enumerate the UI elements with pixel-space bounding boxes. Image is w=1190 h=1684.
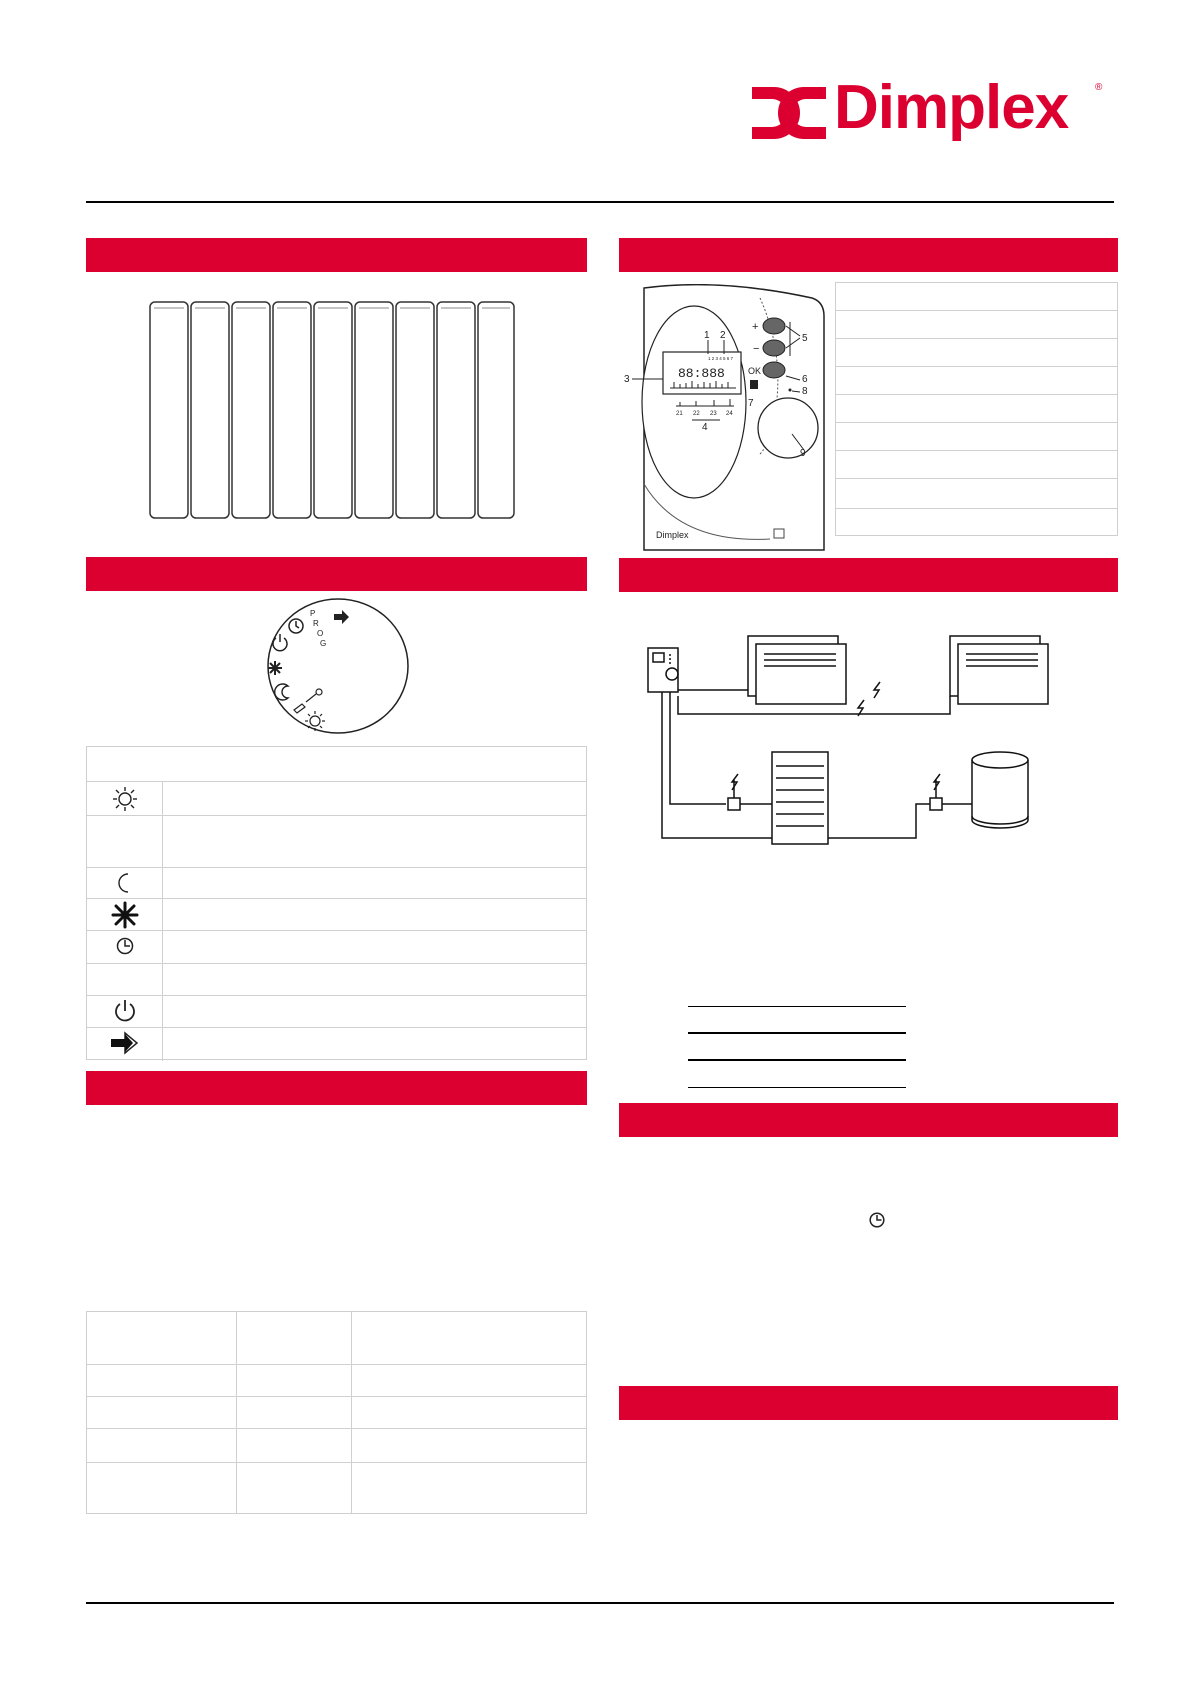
brand-name: Dimplex	[834, 73, 1069, 142]
minus-button-label: −	[753, 343, 760, 355]
section-header-bar	[86, 238, 587, 272]
scale-label-24: 24	[726, 411, 733, 417]
section-header-bar	[86, 1071, 587, 1105]
callout-3: 3	[624, 374, 630, 385]
prog-letter-g: G	[320, 639, 327, 648]
bottom-rule	[86, 1602, 1114, 1604]
controller-legend-table	[835, 282, 1118, 536]
prog-letter-p: P	[310, 609, 316, 618]
rule-line	[688, 1059, 906, 1061]
moon-icon	[114, 871, 136, 895]
mode-dial-illustration	[264, 596, 412, 736]
scale-label-21: 21	[676, 411, 683, 417]
controller-illustration	[620, 284, 830, 554]
section-header-bar	[619, 1386, 1118, 1420]
snowflake-icon	[268, 661, 282, 675]
scale-label-22: 22	[693, 411, 700, 417]
rule-line	[688, 1087, 906, 1088]
prog-letter-r: R	[313, 619, 319, 628]
top-rule	[86, 201, 1114, 203]
section-header-bar	[619, 1103, 1118, 1137]
clock-icon	[115, 936, 135, 956]
dimplex-logo-mark-icon	[748, 83, 830, 143]
callout-8: 8	[802, 386, 808, 397]
section-header-bar	[86, 557, 587, 591]
callout-9: 9	[800, 448, 806, 459]
settings-table	[86, 1311, 587, 1514]
sun-icon	[112, 786, 138, 812]
callout-5: 5	[802, 333, 808, 344]
ok-button-label: OK	[748, 366, 762, 376]
snowflake-icon	[111, 901, 139, 929]
section-header-bar	[619, 558, 1118, 592]
mode-table	[86, 746, 587, 1060]
controller-brand-label: Dimplex	[656, 530, 689, 540]
scale-label-23: 23	[710, 411, 717, 417]
registered-mark: ®	[1095, 82, 1103, 93]
prog-letter-o: O	[317, 629, 324, 638]
callout-2: 2	[720, 330, 726, 341]
radiator-illustration	[148, 300, 516, 520]
callout-1: 1	[704, 330, 710, 341]
lcd-digits: 88:888	[678, 366, 725, 381]
power-icon	[113, 998, 137, 1024]
dimplex-logo	[748, 73, 1108, 160]
rule-line	[688, 1032, 906, 1034]
callout-6: 6	[802, 374, 808, 385]
exit-arrow-icon	[109, 1031, 141, 1055]
section-header-bar	[619, 238, 1118, 272]
callout-7: 7	[748, 398, 754, 409]
clock-icon	[868, 1211, 886, 1229]
lcd-day-numbers: 1 2 3 4 5 6 7	[708, 356, 734, 361]
callout-4: 4	[702, 422, 708, 433]
rule-line	[688, 1006, 906, 1007]
plus-button-label: +	[752, 321, 759, 333]
installation-diagram	[640, 630, 1080, 850]
